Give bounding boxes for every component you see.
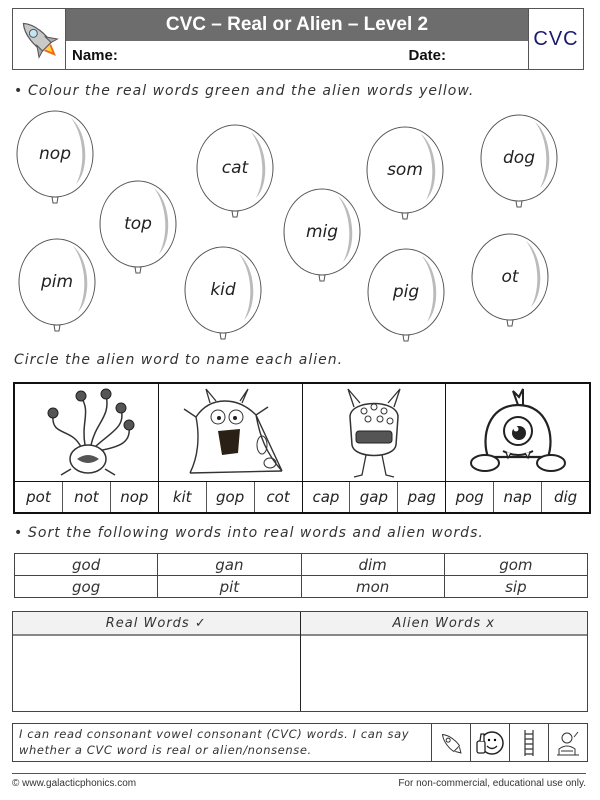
alien-card [159, 384, 303, 512]
alien-card [446, 384, 589, 512]
balloon[interactable] [99, 180, 177, 280]
sort-word: god [15, 554, 158, 575]
instruction-colour: • Colour the real words green and the alien words yellow. [14, 83, 475, 99]
teacher-icon [555, 729, 581, 757]
balloon-word: ot [501, 267, 519, 287]
logo-cell [13, 9, 66, 69]
balloon[interactable] [471, 233, 549, 333]
sort-word: dim [302, 554, 445, 575]
balloon[interactable] [16, 110, 94, 210]
instruction-sort: • Sort the following words into real words and alien words. [14, 525, 484, 541]
alien-word-option[interactable]: kit [159, 482, 207, 512]
footer-divider [12, 773, 586, 774]
sort-word: gom [499, 555, 533, 574]
copyright-link[interactable]: © www.galacticphonics.com [12, 778, 137, 789]
balloon-word: top [124, 214, 152, 234]
real-words-area[interactable] [13, 636, 300, 711]
table-row [15, 576, 587, 598]
balloon-word: pim [40, 272, 74, 292]
alien-word-option[interactable]: pag [407, 488, 436, 506]
tentacle-alien-icon [31, 387, 141, 479]
sort-word: gog [15, 576, 158, 597]
one-eyed-alien-icon [463, 387, 573, 479]
table-row [15, 554, 587, 576]
sorting-answer-table [12, 611, 588, 712]
blob-alien-icon [170, 387, 290, 479]
alien-word-option[interactable]: pog [446, 482, 494, 512]
worksheet-header [12, 8, 584, 70]
rocket-icon [438, 729, 464, 757]
alien-word-option[interactable]: gap [350, 482, 398, 512]
date-label: Date: [408, 46, 446, 64]
worksheet-title: CVC – Real or Alien – Level 2 [66, 9, 528, 41]
name-label: Name: [72, 46, 118, 64]
balloon[interactable] [367, 248, 445, 348]
alien-table [13, 382, 591, 514]
alien-word-option[interactable]: gop [207, 482, 255, 512]
alien-word-option[interactable]: nop [120, 488, 149, 506]
sort-words-table [14, 553, 588, 598]
alien-word-option[interactable]: cot [266, 488, 290, 506]
balloon-word: mig [305, 222, 339, 242]
alien-word-option[interactable]: pot [15, 482, 63, 512]
balloon-word: kid [210, 280, 236, 300]
alien-word-option[interactable]: cap [303, 482, 351, 512]
balloon[interactable] [480, 114, 558, 214]
sort-word: sip [505, 577, 527, 596]
balloon-word: cat [221, 158, 249, 178]
usage-notice: For non-commercial, educational use only. [398, 778, 586, 789]
balloon[interactable] [184, 246, 262, 346]
rocket-icon [17, 14, 61, 64]
alien-card [303, 384, 447, 512]
instruction-circle: Circle the alien word to name each alien. [14, 352, 344, 368]
learning-target [12, 723, 588, 762]
thumbs-up-icon [475, 729, 505, 757]
alien-word-option[interactable]: not [63, 482, 111, 512]
cvc-badge: CVC [528, 9, 583, 69]
balloon[interactable] [283, 188, 361, 288]
balloon-word: pig [392, 282, 420, 302]
balloon[interactable] [18, 238, 96, 338]
ladder-icon [522, 729, 536, 757]
alien-card [15, 384, 159, 512]
balloon-word: som [387, 160, 423, 180]
balloon[interactable] [366, 126, 444, 226]
alien-word-option[interactable]: dig [553, 488, 578, 506]
alien-words-header: Alien Words x [301, 612, 588, 636]
sort-word: mon [302, 576, 445, 597]
alien-words-area[interactable] [301, 636, 588, 711]
horned-alien-icon [334, 387, 414, 479]
balloon-word: dog [503, 148, 535, 168]
sort-word: pit [158, 576, 301, 597]
balloon[interactable] [196, 124, 274, 224]
balloon-word: nop [39, 144, 71, 164]
sort-word: gan [158, 554, 301, 575]
real-words-header: Real Words ✓ [13, 612, 300, 636]
alien-word-option[interactable]: nap [494, 482, 542, 512]
target-text: I can read consonant vowel consonant (CVC) words. I can say whether a CVC word is real or alien/nonsense. [13, 724, 432, 761]
